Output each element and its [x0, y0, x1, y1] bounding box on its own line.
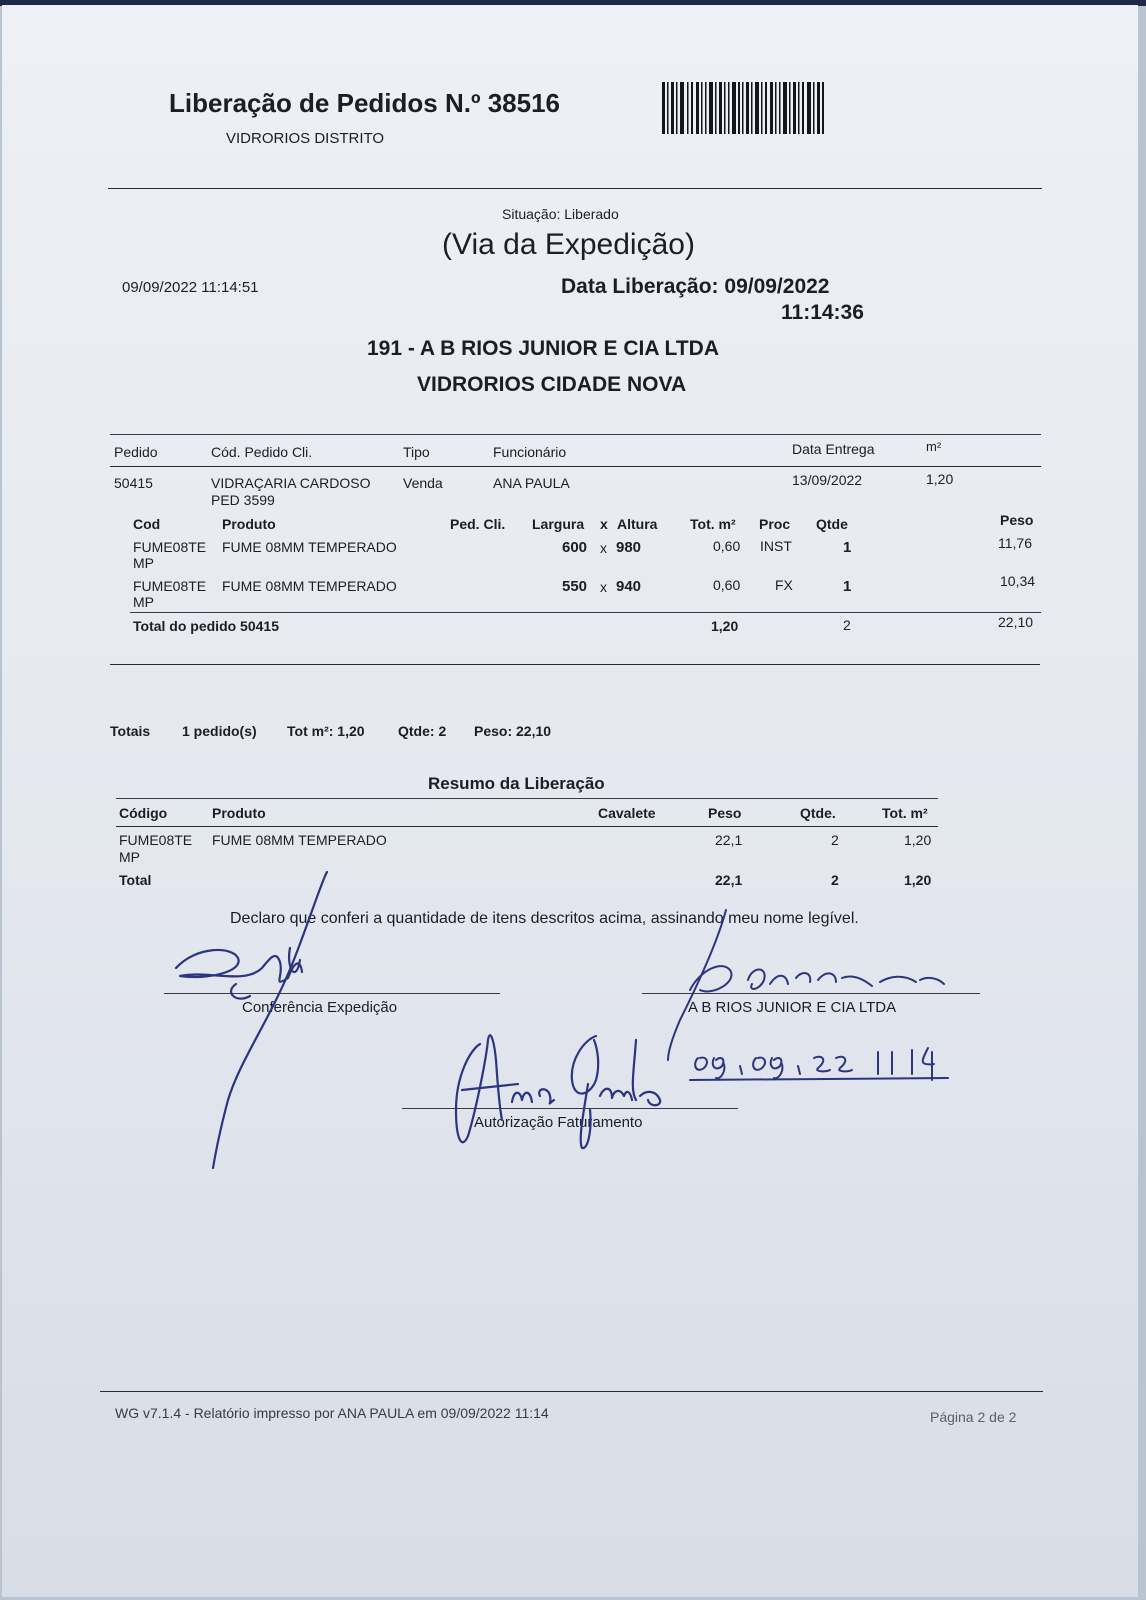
- order-type: Venda: [403, 475, 443, 491]
- item-header-altura: Altura: [617, 516, 658, 532]
- summary-total-label: Total: [119, 872, 152, 888]
- item-altura: 980: [616, 539, 642, 556]
- summary-header-cavalete: Cavalete: [598, 805, 656, 821]
- page-number: Página 2 de 2: [930, 1409, 1017, 1425]
- item-largura: 550: [562, 578, 588, 595]
- order-number: 50415: [114, 475, 153, 491]
- col-header-tipo: Tipo: [403, 444, 430, 460]
- totals-m2: Tot m²: 1,20: [287, 723, 365, 739]
- totals-qtde: Qtde: 2: [398, 723, 447, 739]
- order-client-ref-2: PED 3599: [211, 492, 275, 508]
- item-tot-m2: 0,60: [713, 577, 741, 593]
- summary-total-qtde: 2: [831, 872, 839, 888]
- item-header-x: x: [600, 516, 608, 532]
- signature-label-conferencia: Conferência Expedição: [242, 999, 398, 1016]
- order-employee: ANA PAULA: [493, 475, 570, 491]
- summary-header-qtde: Qtde.: [800, 805, 836, 821]
- order-total-peso: 22,10: [998, 614, 1034, 630]
- copy-designation: (Via da Expedição): [442, 228, 695, 261]
- summary-peso: 22,1: [715, 832, 743, 848]
- client-name: 191 - A B RIOS JUNIOR E CIA LTDA: [367, 337, 719, 360]
- summary-produto: FUME 08MM TEMPERADO: [212, 832, 387, 848]
- item-qtde: 1: [843, 539, 852, 556]
- col-header-funcionario: Funcionário: [493, 444, 567, 460]
- summary-total-peso: 22,1: [715, 872, 743, 888]
- item-produto: FUME 08MM TEMPERADO: [222, 539, 397, 555]
- summary-header-tot-m2: Tot. m²: [882, 805, 928, 821]
- item-produto: FUME 08MM TEMPERADO: [222, 578, 397, 594]
- release-time: 11:14:36: [781, 301, 864, 324]
- col-header-cod-pedido-cli: Cód. Pedido Cli.: [211, 444, 313, 460]
- item-peso: 11,76: [998, 535, 1032, 551]
- item-proc: INST: [760, 538, 792, 554]
- order-total-m2: 1,20: [711, 618, 739, 634]
- item-header-ped-cli: Ped. Cli.: [450, 516, 506, 532]
- print-timestamp: 09/09/2022 11:14:51: [122, 279, 259, 296]
- item-cod: FUME08TE: [133, 539, 207, 555]
- order-m2: 1,20: [926, 471, 954, 487]
- col-header-data-entrega: Data Entrega: [792, 441, 875, 457]
- status-situacao: Situação: Liberado: [502, 206, 619, 222]
- item-cod-cont: MP: [133, 594, 154, 610]
- item-largura: 600: [562, 539, 588, 556]
- order-client-ref-1: VIDRAÇARIA CARDOSO: [211, 475, 371, 491]
- declaration-text: Declaro que conferi a quantidade de itens descritos acima, assinando meu nome legível.: [230, 910, 859, 927]
- order-delivery-date: 13/09/2022: [792, 472, 863, 488]
- summary-header-peso: Peso: [708, 805, 742, 821]
- totals-label: Totais: [110, 723, 151, 739]
- summary-header-produto: Produto: [212, 805, 266, 821]
- item-header-produto: Produto: [222, 516, 276, 532]
- signature-label-autorizacao: Autorização Faturamento: [474, 1114, 643, 1131]
- summary-total-tot-m2: 1,20: [904, 872, 932, 888]
- totals-pedidos: 1 pedido(s): [182, 723, 257, 739]
- col-header-pedido: Pedido: [114, 444, 158, 460]
- item-header-cod: Cod: [133, 516, 161, 532]
- summary-tot-m2: 1,20: [904, 832, 932, 848]
- signature-label-cliente: A B RIOS JUNIOR E CIA LTDA: [688, 999, 897, 1016]
- item-header-largura: Largura: [532, 516, 585, 532]
- item-tot-m2: 0,60: [713, 538, 741, 554]
- order-total-label: Total do pedido 50415: [133, 618, 279, 634]
- item-cod-cont: MP: [133, 555, 154, 571]
- summary-title: Resumo da Liberação: [428, 774, 605, 793]
- release-date: Data Liberação: 09/09/2022: [561, 275, 830, 298]
- totals-peso: Peso: 22,10: [474, 723, 552, 739]
- item-header-proc: Proc: [759, 516, 791, 532]
- summary-header-codigo: Código: [119, 805, 168, 821]
- col-header-m2: m²: [926, 439, 942, 454]
- footer-print-info: WG v7.1.4 - Relatório impresso por ANA PAULA em 09/09/2022 11:14: [115, 1405, 549, 1421]
- client-store: VIDRORIOS CIDADE NOVA: [417, 373, 687, 396]
- item-proc: FX: [775, 577, 793, 593]
- item-header-peso: Peso: [1000, 512, 1034, 528]
- item-header-tot-m2: Tot. m²: [690, 516, 736, 532]
- item-header-qtde: Qtde: [816, 516, 848, 532]
- item-peso: 10,34: [1000, 573, 1036, 589]
- summary-codigo: FUME08TE: [119, 832, 193, 848]
- footer-rule: [100, 1391, 1043, 1392]
- item-cod: FUME08TE: [133, 578, 207, 594]
- item-x: x: [600, 540, 607, 556]
- item-qtde: 1: [843, 578, 852, 595]
- order-total-qtde: 2: [843, 617, 851, 633]
- summary-codigo-cont: MP: [119, 849, 140, 865]
- company-name: VIDRORIOS DISTRITO: [226, 130, 385, 147]
- summary-qtde: 2: [831, 832, 839, 848]
- document-title: Liberação de Pedidos N.º 38516: [169, 88, 560, 118]
- item-x: x: [600, 579, 607, 595]
- item-altura: 940: [616, 578, 642, 595]
